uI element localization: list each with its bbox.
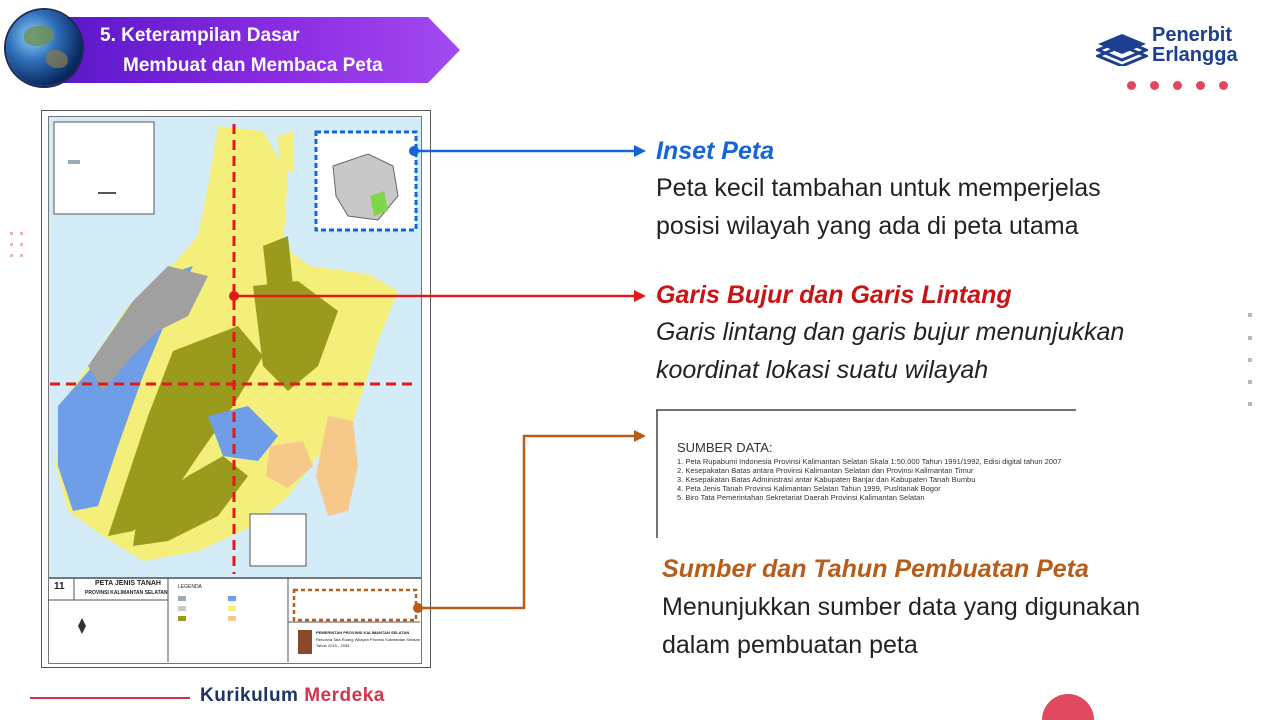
agency-line3: Tahun 2015 - 2035 <box>316 643 350 648</box>
sumber-data-item: 2. Kesepakatan Batas antara Provinsi Kalimantan Selatan dan Provinsi Kalimantan Timur <box>677 466 974 475</box>
merdeka-text: Merdeka <box>304 685 385 706</box>
banner-title-line2: Membuat dan Membaca Peta <box>123 55 383 76</box>
source-arrowhead <box>634 430 646 442</box>
sumber-data-item: 1. Peta Rupabumi Indonesia Provinsi Kalimantan Selatan Skala 1:50.000 Tahun 1991/1992, Edisi digital tahun 2007 <box>677 457 1062 466</box>
grid-heading: Garis Bujur dan Garis Lintang <box>656 281 1012 309</box>
sheet-number: 11 <box>54 581 65 592</box>
inset-desc-line2: posisi wilayah yang ada di peta utama <box>656 212 1079 240</box>
banner-title-line1: 5. Keterampilan Dasar <box>100 25 300 46</box>
kurikulum-merdeka-label <box>200 685 385 707</box>
footer-line <box>30 697 190 699</box>
logo-text-line1: Penerbit <box>1152 24 1233 46</box>
grid-arrow-dot <box>229 291 239 301</box>
agency-line1: PEMERINTAH PROVINSI KALIMANTAN SELATAN <box>316 630 410 635</box>
inset-arrowhead <box>634 145 646 157</box>
agency-line2: Rencana Tata Ruang Wilayah Provinsi Kalimantan Selatan <box>316 637 420 642</box>
source-desc-line2: dalam pembuatan peta <box>662 631 918 659</box>
grid-desc-line1: Garis lintang dan garis bujur menunjukkan <box>656 318 1125 346</box>
source-heading: Sumber dan Tahun Pembuatan Peta <box>662 555 1089 583</box>
legend-label: LEGENDA <box>178 584 202 590</box>
kurikulum-text: Kurikulum <box>200 685 299 706</box>
map-subtitle: PROVINSI KALIMANTAN SELATAN <box>85 590 168 596</box>
grid-arrowhead <box>634 290 646 302</box>
source-arrow <box>418 436 636 608</box>
sumber-data-item: 3. Kesepakatan Batas Administrasi antar Kabupaten Banjar dan Kabupaten Tanah Bumbu <box>677 475 976 484</box>
source-desc-line1: Menunjukkan sumber data yang digunakan <box>662 593 1141 621</box>
sumber-data-item: 4. Peta Jenis Tanah Provinsi Kalimantan Selatan Tahun 1999, Puslitanak Bogor <box>677 484 941 493</box>
inset-arrow-dot <box>409 146 419 156</box>
grid-desc-line2: koordinat lokasi suatu wilayah <box>656 356 989 384</box>
sumber-data-title: SUMBER DATA: <box>677 440 773 455</box>
sumber-data-item: 5. Biro Tata Pemerintahan Sekretariat Daerah Provinsi Kalimantan Selatan <box>677 493 925 502</box>
source-arrow-dot <box>413 603 423 613</box>
map-title: PETA JENIS TANAH <box>95 580 161 587</box>
logo-text-line2: Erlangga <box>1152 44 1238 66</box>
inset-desc-line1: Peta kecil tambahan untuk memperjelas <box>656 174 1101 202</box>
decor-circle <box>1042 694 1094 720</box>
inset-heading: Inset Peta <box>656 137 775 165</box>
